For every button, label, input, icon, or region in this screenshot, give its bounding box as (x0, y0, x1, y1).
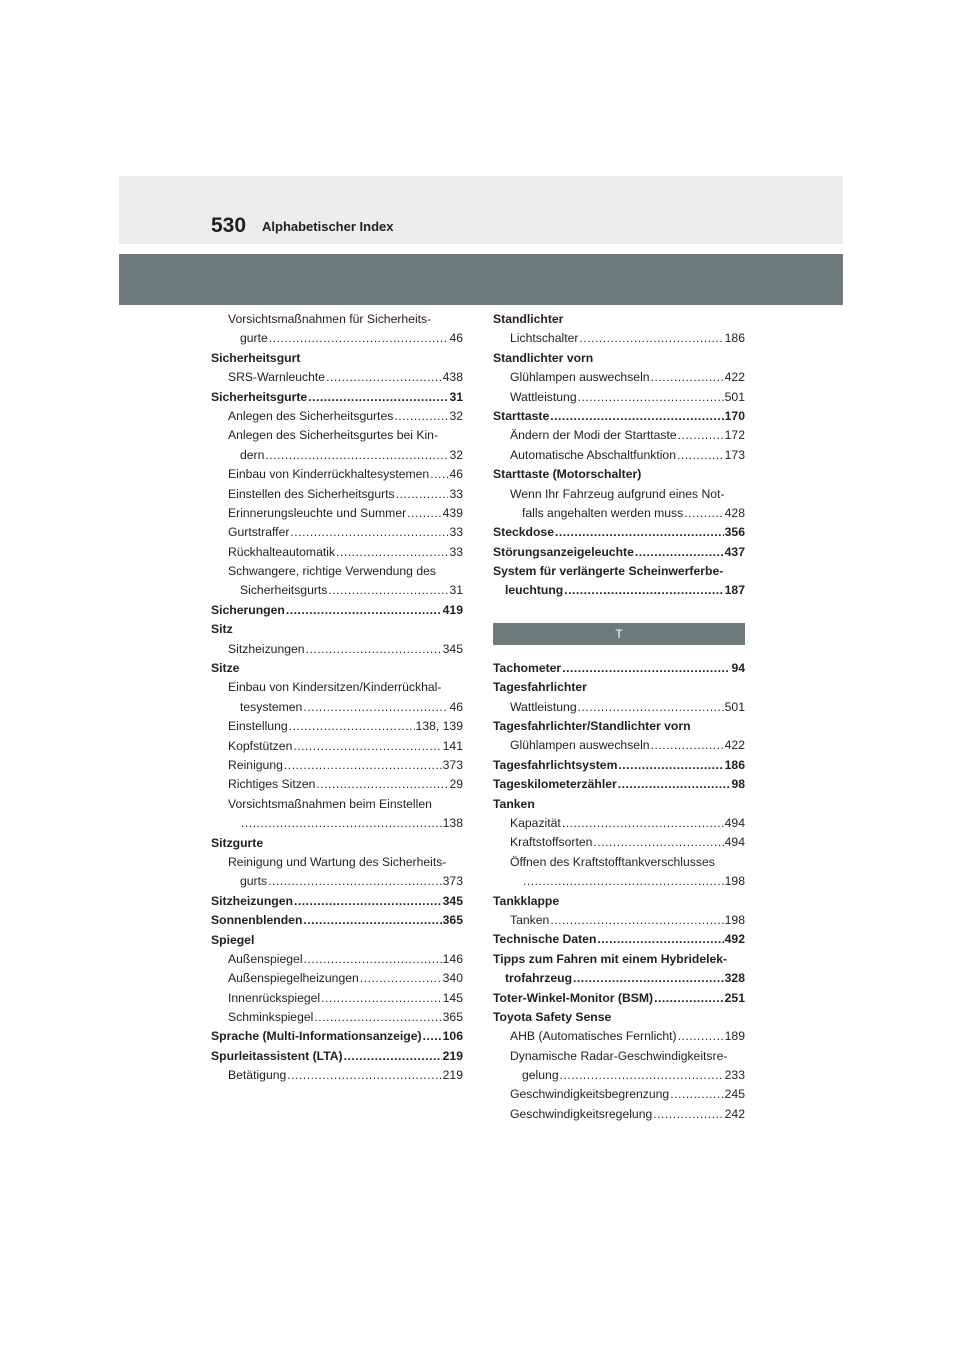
page-reference: 187 (724, 583, 745, 598)
page-reference: 501 (724, 699, 745, 714)
page-reference: 198 (724, 912, 745, 927)
dot-leader (328, 581, 448, 600)
page-reference: 29 (449, 777, 463, 792)
entry-text: Glühlampen auswechseln (510, 738, 650, 753)
page-reference: 106 (442, 1029, 463, 1044)
entry-text: Lichtschalter (510, 331, 579, 346)
page-reference: 373 (442, 757, 463, 772)
index-heading (493, 950, 745, 969)
index-entry (211, 814, 463, 833)
dot-leader (653, 1105, 723, 1124)
dot-leader (303, 911, 441, 930)
index-entry (493, 446, 745, 465)
entry-text: Sonnenblenden (211, 913, 303, 928)
entry-text: gurte (240, 331, 268, 346)
dot-leader (268, 872, 442, 891)
section-letter-t: T (493, 623, 745, 645)
entry-text: Tagesfahrlichtsystem (493, 757, 618, 772)
dot-leader (550, 911, 723, 930)
entry-text: Standlichter vorn (493, 350, 594, 365)
entry-text: Außenspiegel (228, 951, 303, 966)
page-reference: 345 (442, 893, 463, 908)
entry-text: Sicherheitsgurts (240, 583, 328, 598)
index-entry (211, 698, 463, 717)
entry-text: Geschwindigkeitsregelung (510, 1106, 653, 1121)
header-band (119, 254, 843, 305)
entry-text: Tagesfahrlichter (493, 680, 587, 695)
dot-leader (597, 930, 723, 949)
entry-text: Tagesfahrlichter/Standlichter vorn (493, 719, 691, 734)
index-entry (211, 756, 463, 775)
page-reference: 219 (442, 1068, 463, 1083)
dot-leader (286, 601, 442, 620)
entry-text: Schwangere, richtige Verwendung des (228, 564, 436, 579)
index-heading (493, 969, 745, 988)
page-reference: 46 (449, 699, 463, 714)
index-entry (493, 426, 745, 445)
index-heading (493, 581, 745, 600)
entry-text: falls angehalten werden muss (522, 505, 684, 520)
page-reference: 138 (442, 816, 463, 831)
entry-text: Tachometer (493, 660, 562, 675)
dot-leader (336, 543, 448, 562)
index-heading (493, 659, 745, 678)
entry-text: Standlichter (493, 312, 564, 326)
dot-leader (284, 756, 442, 775)
entry-text: Tipps zum Fahren mit einem Hybridelek- (493, 951, 728, 966)
entry-text: Steckdose (493, 525, 554, 540)
entry-text: Erinnerungsleuchte und Summer (228, 505, 407, 520)
entry-text: Sicherheitsgurt (211, 350, 301, 365)
dot-leader (562, 659, 730, 678)
entry-text: Öffnen des Kraftstofftankverschlusses (510, 854, 715, 869)
page-reference: 356 (724, 525, 745, 540)
page-reference: 373 (442, 874, 463, 889)
page-reference: 138, 139 (415, 719, 463, 734)
entry-text: Wenn Ihr Fahrzeug aufgrund eines Not- (510, 486, 725, 501)
page-reference: 33 (449, 544, 463, 559)
entry-text: Sitze (211, 661, 240, 676)
dot-leader (308, 388, 448, 407)
entry-text: Einbau von Kinderrückhaltesystemen (228, 467, 430, 482)
index-heading (493, 465, 745, 484)
index-entry (211, 581, 463, 600)
dot-leader (430, 465, 448, 484)
entry-text: Spurleitassistent (LTA) (211, 1048, 343, 1063)
entry-text: Geschwindigkeitsbegrenzung (510, 1087, 670, 1102)
dot-leader (578, 388, 724, 407)
page-reference: 198 (724, 874, 745, 889)
page-reference: 422 (724, 370, 745, 385)
entry-text: System für verlängerte Scheinwerferbe- (493, 564, 724, 579)
page-reference: 98 (731, 777, 745, 792)
page-reference: 33 (449, 486, 463, 501)
entry-text: Sprache (Multi-Informationsanzeige) (211, 1029, 422, 1044)
entry-text: Kapazität (510, 815, 561, 830)
dot-leader (670, 1085, 723, 1104)
dot-leader (241, 814, 442, 833)
page-reference: 146 (442, 951, 463, 966)
dot-leader (294, 892, 442, 911)
page-reference: 328 (724, 971, 745, 986)
page-reference: 365 (442, 913, 463, 928)
page-reference: 494 (724, 815, 745, 830)
page-reference: 492 (724, 932, 745, 947)
page-reference: 172 (724, 428, 745, 443)
entry-text: Tageskilometerzähler (493, 777, 617, 792)
index-entry (493, 698, 745, 717)
index-heading (211, 911, 463, 930)
index-entry (493, 1047, 745, 1066)
index-heading (493, 349, 745, 368)
entry-text: Sitzheizungen (211, 893, 293, 908)
index-entry (211, 543, 463, 562)
entry-text: tesystemen (240, 699, 303, 714)
index-entry (211, 465, 463, 484)
dot-leader (523, 872, 724, 891)
page-reference: 31 (449, 583, 463, 598)
entry-text: Starttaste (Motorschalter) (493, 467, 642, 482)
index-heading (493, 775, 745, 794)
dot-leader (578, 698, 724, 717)
index-heading (211, 388, 463, 407)
index-entry (211, 407, 463, 426)
entry-text: Sitzheizungen (228, 641, 305, 656)
page-reference: 365 (442, 1010, 463, 1025)
dot-leader (265, 446, 448, 465)
page-reference: 233 (724, 1068, 745, 1083)
dot-leader (290, 523, 448, 542)
index-heading (211, 1047, 463, 1066)
index-heading (211, 834, 463, 853)
index-entry (211, 562, 463, 581)
index-entry (493, 1105, 745, 1124)
dot-leader (423, 1027, 442, 1046)
entry-text: Anlegen des Sicherheitsgurtes (228, 408, 394, 423)
dot-leader (360, 969, 442, 988)
page-reference: 422 (724, 738, 745, 753)
index-heading (493, 407, 745, 426)
entry-text: Vorsichtsmaßnahmen für Sicherheits- (228, 312, 432, 326)
dot-leader (287, 1066, 441, 1085)
entry-text: Einbau von Kindersitzen/Kinderrückhal- (228, 680, 442, 695)
index-heading (211, 349, 463, 368)
page-reference: 428 (724, 505, 745, 520)
page-reference: 186 (724, 757, 745, 772)
page-reference: 94 (731, 660, 745, 675)
page-reference: 340 (442, 971, 463, 986)
entry-text: Innenrückspiegel (228, 990, 321, 1005)
index-entry (211, 737, 463, 756)
index-entry (211, 310, 463, 329)
entry-text: Einstellen des Sicherheitsgurts (228, 486, 395, 501)
dot-leader (635, 543, 724, 562)
dot-leader (573, 969, 724, 988)
entry-text: Anlegen des Sicherheitsgurtes bei Kin- (228, 428, 439, 443)
entry-text: Automatische Abschaltfunktion (510, 447, 676, 462)
index-entry (493, 388, 745, 407)
dot-leader (289, 717, 415, 736)
index-entry (211, 775, 463, 794)
page-reference: 219 (442, 1048, 463, 1063)
entry-list-right-bottom (493, 659, 745, 1124)
index-heading (211, 620, 463, 639)
index-heading (211, 892, 463, 911)
page-reference: 189 (724, 1029, 745, 1044)
dot-leader (593, 833, 723, 852)
entry-text: Gurtstraffer (228, 525, 290, 540)
entry-text: Wattleistung (510, 389, 577, 404)
page-reference: 494 (724, 835, 745, 850)
entry-text: Vorsichtsmaßnahmen beim Einstellen (228, 796, 432, 811)
page-reference: 439 (442, 505, 463, 520)
page-reference: 245 (724, 1087, 745, 1102)
dot-leader (654, 989, 724, 1008)
index-heading (493, 543, 745, 562)
entry-text: Technische Daten (493, 932, 597, 947)
dot-leader (304, 950, 442, 969)
dot-leader (677, 446, 724, 465)
entry-text: Wattleistung (510, 699, 577, 714)
index-heading (493, 562, 745, 581)
index-entry (211, 1066, 463, 1085)
index-heading (493, 678, 745, 697)
entry-text: gurts (240, 874, 268, 889)
page-reference: 242 (724, 1106, 745, 1121)
page-reference: 345 (442, 641, 463, 656)
entry-text: Sitzgurte (211, 835, 264, 850)
entry-text: SRS-Warnleuchte (228, 370, 326, 385)
index-entry (493, 329, 745, 348)
index-heading (493, 795, 745, 814)
entry-text: Toyota Safety Sense (493, 1009, 612, 1024)
page-reference: 419 (442, 602, 463, 617)
page-reference: 32 (449, 447, 463, 462)
index-heading (211, 601, 463, 620)
dot-leader (684, 504, 723, 523)
index-heading (211, 931, 463, 950)
index-entry (493, 736, 745, 755)
page-reference: 145 (442, 990, 463, 1005)
index-entry (493, 485, 745, 504)
index-entry (211, 368, 463, 387)
dot-leader (303, 698, 448, 717)
index-entry (493, 1085, 745, 1104)
dot-leader (562, 814, 724, 833)
dot-leader (344, 1047, 442, 1066)
page-reference: 46 (449, 331, 463, 346)
entry-text: Tankklappe (493, 893, 560, 908)
entry-text: Richtiges Sitzen (228, 777, 316, 792)
index-entry (211, 989, 463, 1008)
entry-list-right-top (493, 310, 745, 601)
index-entry (493, 853, 745, 872)
index-heading (493, 989, 745, 1008)
page-reference: 438 (442, 370, 463, 385)
dot-leader (314, 1008, 441, 1027)
page-reference: 501 (724, 389, 745, 404)
page-reference: 170 (724, 408, 745, 423)
index-heading (493, 756, 745, 775)
entry-text: Starttaste (493, 408, 550, 423)
index-entry (211, 504, 463, 523)
index-entry (493, 814, 745, 833)
entry-text: Toter-Winkel-Monitor (BSM) (493, 990, 654, 1005)
dot-leader (269, 329, 449, 348)
index-heading (493, 1008, 745, 1027)
page-number: 530 (211, 214, 247, 237)
page-reference: 33 (449, 525, 463, 540)
page-reference: 251 (724, 990, 745, 1005)
index-entry (211, 446, 463, 465)
index-entry (493, 833, 745, 852)
entry-text: Sicherheitsgurte (211, 389, 308, 404)
entry-text: Reinigung (228, 757, 283, 772)
dot-leader (394, 407, 448, 426)
dot-leader (564, 581, 723, 600)
entry-text: Außenspiegelheizungen (228, 971, 359, 986)
index-column-left (211, 310, 463, 1086)
entry-text: Störungsanzeigeleuchte (493, 544, 634, 559)
entry-text: Kopfstützen (228, 738, 293, 753)
dot-leader (396, 485, 449, 504)
page-reference: 186 (724, 331, 745, 346)
dot-leader (555, 523, 724, 542)
entry-text: Ändern der Modi der Starttaste (510, 428, 677, 443)
index-entry (211, 640, 463, 659)
dot-leader (306, 640, 442, 659)
dot-leader (560, 1066, 724, 1085)
dot-leader (321, 989, 442, 1008)
index-heading (493, 717, 745, 736)
dot-leader (618, 756, 723, 775)
entry-text: dern (240, 447, 265, 462)
dot-leader (651, 368, 724, 387)
entry-text: Dynamische Radar-Geschwindigkeitsre- (510, 1048, 728, 1063)
index-entry (493, 504, 745, 523)
index-entry (493, 911, 745, 930)
index-column-right (493, 310, 745, 1124)
index-entry (211, 969, 463, 988)
index-heading (493, 523, 745, 542)
dot-leader (550, 407, 723, 426)
entry-text: Sitz (211, 622, 233, 637)
entry-text: Rückhalteautomatik (228, 544, 336, 559)
index-entry (211, 1008, 463, 1027)
index-entry (493, 1066, 745, 1085)
page-reference: 141 (442, 738, 463, 753)
dot-leader (407, 504, 441, 523)
index-entry (211, 872, 463, 891)
dot-leader (316, 775, 448, 794)
index-entry (211, 329, 463, 348)
dot-leader (293, 737, 441, 756)
entry-text: Einstellung (228, 719, 288, 734)
index-entry (211, 717, 463, 736)
entry-list-left (211, 310, 463, 1086)
entry-text: leuchtung (505, 583, 564, 598)
page-reference: 31 (449, 389, 463, 404)
index-heading (211, 659, 463, 678)
dot-leader (579, 329, 723, 348)
index-entry (211, 795, 463, 814)
index-heading (211, 1027, 463, 1046)
entry-text: Sicherungen (211, 602, 285, 617)
entry-text: Schminkspiegel (228, 1010, 314, 1025)
entry-text: trofahrzeug (505, 971, 573, 986)
index-entry (493, 368, 745, 387)
index-entry (211, 678, 463, 697)
dot-leader (678, 1027, 724, 1046)
index-entry (211, 523, 463, 542)
page-reference: 46 (449, 467, 463, 482)
entry-text: Tanken (493, 796, 535, 811)
dot-leader (326, 368, 442, 387)
page-reference: 173 (724, 447, 745, 462)
entry-text: Spiegel (211, 932, 255, 947)
index-heading (493, 930, 745, 949)
entry-text: Betätigung (228, 1068, 287, 1083)
index-entry (493, 872, 745, 891)
index-entry (211, 950, 463, 969)
entry-text: AHB (Automatisches Fernlicht) (510, 1029, 677, 1044)
index-heading (493, 310, 745, 329)
entry-text: Tanken (510, 912, 550, 927)
dot-leader (651, 736, 724, 755)
running-title: Alphabetischer Index (262, 219, 394, 234)
dot-leader (678, 426, 724, 445)
entry-text: Glühlampen auswechseln (510, 370, 650, 385)
index-entry (211, 853, 463, 872)
index-entry (493, 1027, 745, 1046)
index-entry (211, 426, 463, 445)
page-reference: 32 (449, 408, 463, 423)
index-entry (211, 485, 463, 504)
entry-text: gelung (522, 1068, 559, 1083)
page-reference: 437 (724, 544, 745, 559)
entry-text: Kraftstoffsorten (510, 835, 593, 850)
index-heading (493, 892, 745, 911)
dot-leader (618, 775, 731, 794)
entry-text: Reinigung und Wartung des Sicherheits- (228, 854, 447, 869)
